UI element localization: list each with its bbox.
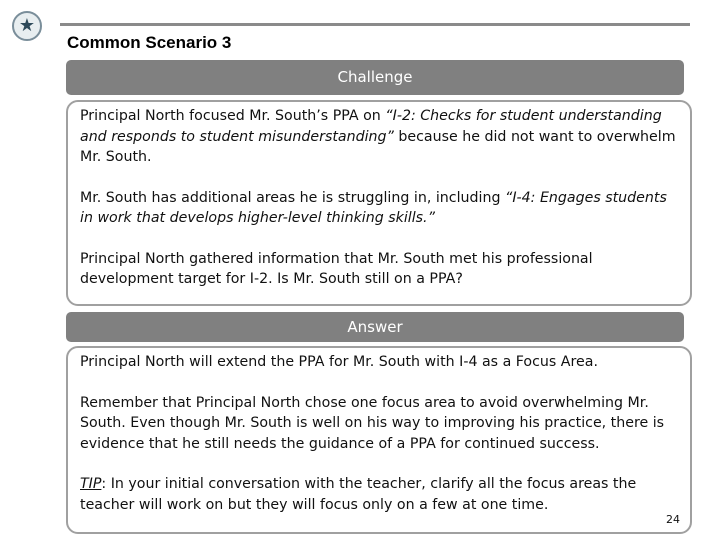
text: because he did not want to overwhelm Mr. South.: [80, 128, 676, 165]
indicator-quote: “I-4: Engages students in work that develops higher-level thinking skills.”: [80, 189, 667, 226]
challenge-box: [66, 100, 692, 306]
header-rule: [60, 23, 690, 26]
answer-paragraph-2: Remember that Principal North chose one focus area to avoid overwhelming Mr. South. Even though Mr. South is well on his way to improving his practice, there is evidence that he still needs the guidance of a PPA for continued success.: [80, 394, 665, 452]
answer-box: [66, 346, 692, 534]
tip-label: TIP: [80, 476, 102, 492]
text: Mr. South has additional areas he is struggling in, including: [80, 189, 505, 206]
challenge-paragraph-1: [80, 106, 684, 168]
indicator-quote: “I-2: Checks for student understanding and responds to student misunderstanding”: [80, 108, 662, 145]
page-title: Common Scenario 3: [67, 33, 232, 52]
challenge-paragraph-3: Principal North gathered information that Mr. South met his professional development target for I-2. Is Mr. South still on a PPA?: [80, 250, 593, 287]
challenge-header: Challenge: [66, 60, 684, 95]
text: Principal North focused Mr. South’s PPA on: [80, 108, 386, 124]
state-seal-logo: ★: [12, 11, 42, 41]
tip-text: : In your initial conversation with the teacher, clarify all the focus areas the teacher will work on but they will focus only on a few at one time.: [80, 476, 637, 513]
answer-paragraph-1: Principal North will extend the PPA for Mr. South with I-4 as a Focus Area.: [80, 354, 598, 370]
challenge-paragraph-2: [80, 188, 684, 229]
tip-paragraph: [80, 474, 684, 515]
page-number: 24: [666, 512, 680, 526]
answer-header: Answer: [66, 312, 684, 342]
